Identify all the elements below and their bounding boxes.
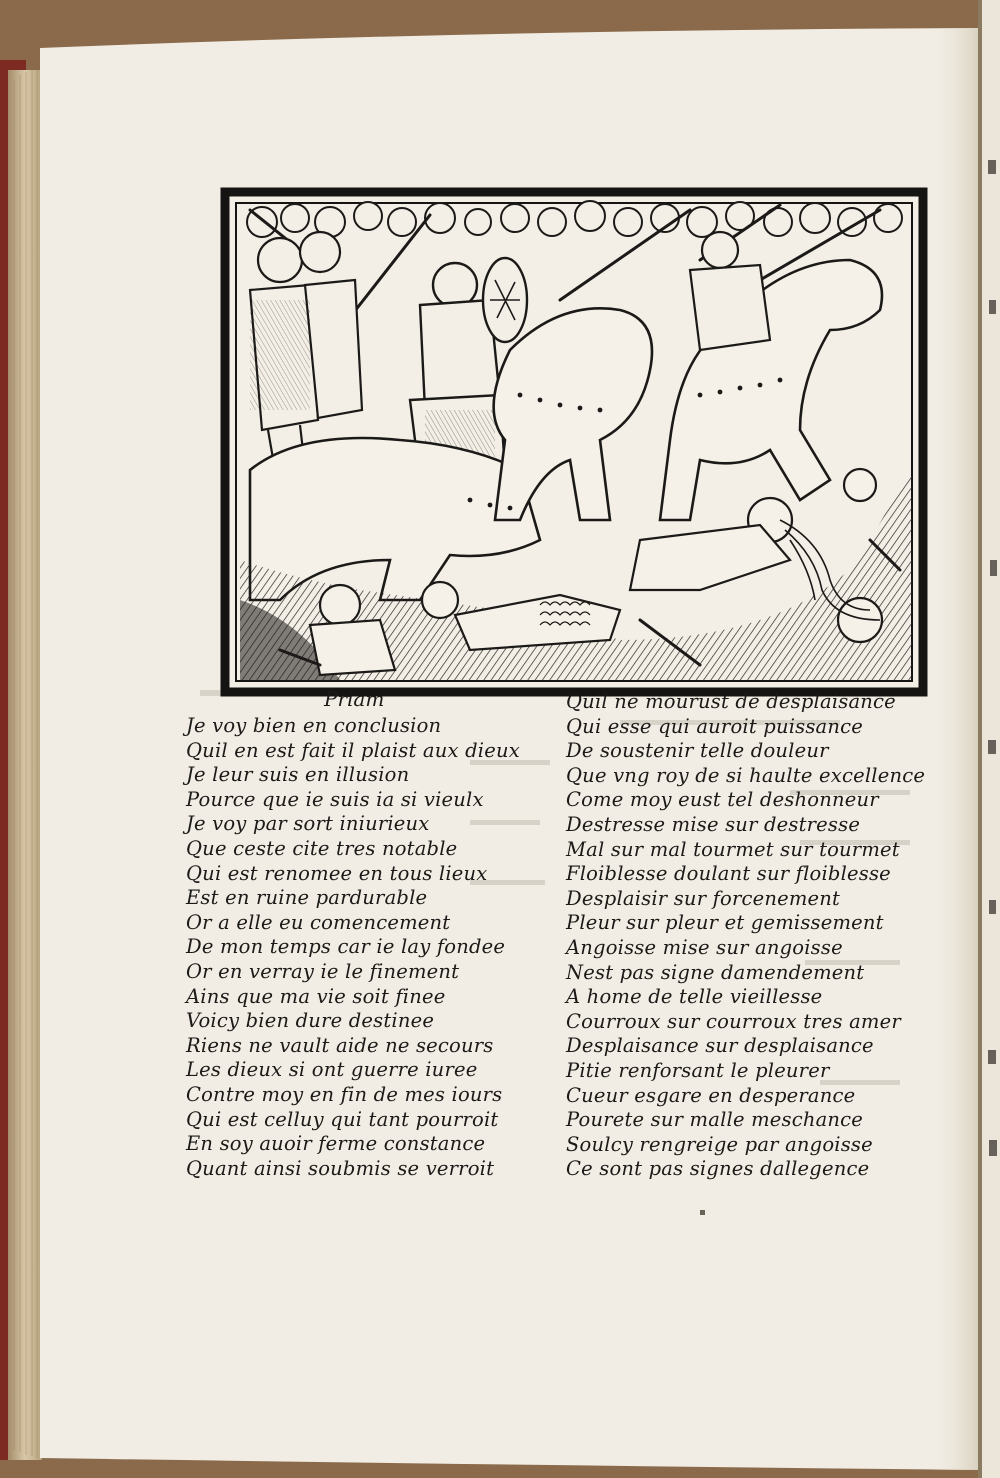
verse-line: Que vng roy de si haulte excellence	[566, 763, 926, 787]
verse-line: Desplaisir sur forcenement	[566, 886, 841, 910]
verse-line: Or en verray ie le finement	[186, 959, 460, 983]
verse-line: Voicy bien dure destinee	[186, 1009, 435, 1033]
verse-line: Qui est renomee en tous lieux	[186, 861, 488, 885]
verse-line: Nest pas signe damendement	[566, 960, 865, 984]
verse-line: Desplaisance sur desplaisance	[566, 1034, 874, 1058]
verse-line: De mon temps car ie lay fondee	[186, 935, 506, 959]
verse-line: Est en ruine pardurable	[186, 886, 428, 910]
verse-line: Pitie renforsant le pleurer	[566, 1058, 830, 1082]
verse-line: Qui est celluy qui tant pourroit	[186, 1107, 499, 1131]
verse-line: Riens ne vault aide ne secours	[186, 1033, 494, 1057]
verse-line: Courroux sur courroux tres amer	[566, 1009, 901, 1033]
verse-line: Les dieux si ont guerre iuree	[186, 1058, 478, 1082]
verse-column-left	[186, 714, 520, 1181]
verse-line: Que ceste cite tres notable	[186, 836, 458, 860]
verse-column-right	[566, 690, 925, 1182]
verse-line: Contre moy en fin de mes iours	[186, 1082, 503, 1106]
verse-line: Quil ne mourust de desplaisance	[566, 690, 896, 713]
verse-line: Je leur suis en illusion	[186, 763, 410, 787]
verse-line: Quil en est fait il plaist aux dieux	[186, 738, 520, 762]
next-page-edge	[980, 0, 1000, 1478]
verse-line: Je voy par sort iniurieux	[186, 812, 430, 836]
verse-line: En soy auoir ferme constance	[186, 1132, 486, 1156]
verse-line: A home de telle vieillesse	[566, 985, 823, 1009]
verse-line: Pourete sur malle meschance	[566, 1108, 864, 1132]
verse-line: Angoisse mise sur angoisse	[566, 935, 843, 959]
verse-line: Pource que ie suis ia si vieulx	[186, 787, 484, 811]
verse-line: Floiblesse doulant sur floiblesse	[566, 862, 891, 886]
speaker-heading: Priam	[324, 687, 385, 711]
verse-line: Qui esse qui auroit puissance	[566, 714, 864, 738]
verse-line: Cueur esgare en desperance	[566, 1083, 856, 1107]
verse-line: Or a elle eu comencement	[186, 910, 451, 934]
verse-line: Je voy bien en conclusion	[186, 714, 442, 737]
verse-line: Ains que ma vie soit finee	[186, 984, 446, 1008]
verse-line: Destresse mise sur destresse	[566, 812, 861, 836]
verse-line: De soustenir telle douleur	[566, 739, 829, 763]
verse-line: Quant ainsi soubmis se verroit	[186, 1156, 495, 1180]
verse-line: Soulcy rengreige par angoisse	[566, 1132, 873, 1156]
cavalry-battle-woodcut	[225, 192, 923, 692]
verse-line: Mal sur mal tourmet sur tourmet	[566, 837, 900, 861]
verse-line: Come moy eust tel deshonneur	[566, 788, 879, 812]
verse-line: Ce sont pas signes dallegence	[566, 1157, 870, 1181]
verse-line: Pleur sur pleur et gemissement	[566, 911, 884, 935]
